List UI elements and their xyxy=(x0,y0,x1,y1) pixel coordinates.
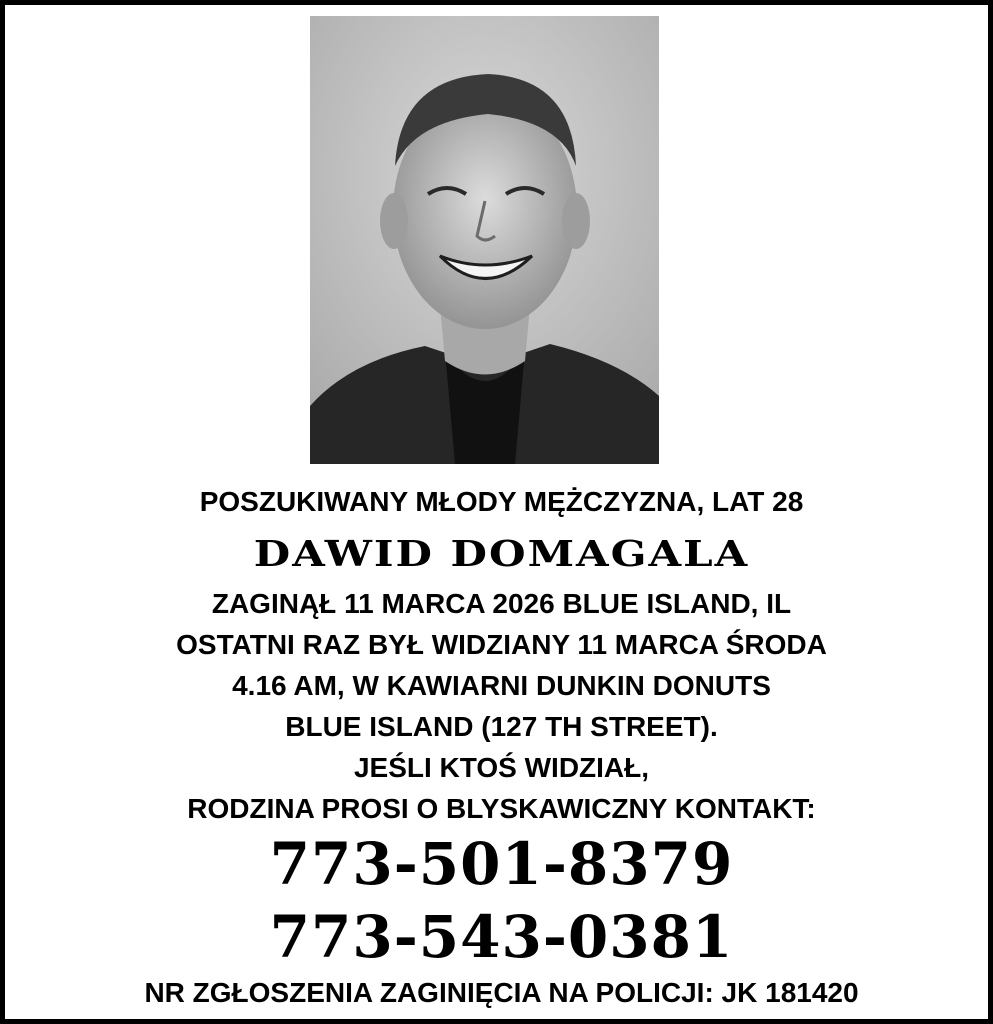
detail-line-contact-request: RODZINA PROSI O BLYSKAWICZNY KONTAKT: xyxy=(187,793,816,824)
police-report-number: NR ZGŁOSZENIA ZAGINIĘCIA NA POLICJI: JK 181420 xyxy=(144,977,859,1008)
detail-line-street: BLUE ISLAND (127 TH STREET). xyxy=(285,711,718,742)
phone-number-2: 773-543-0381 xyxy=(269,903,734,971)
detail-line-if-seen: JEŚLI KTOŚ WIDZIAŁ, xyxy=(353,752,650,783)
headline-text: POSZUKIWANY MŁODY MĘŻCZYZNA, LAT 28 xyxy=(199,486,804,517)
detail-line-last-seen: OSTATNI RAZ BYŁ WIDZIANY 11 MARCA ŚRODA xyxy=(176,629,827,660)
phone-number-1: 773-501-8379 xyxy=(269,830,734,898)
detail-line-location: 4.16 AM, W KAWIARNI DUNKIN DONUTS xyxy=(232,670,771,701)
person-name: DAWID DOMAGALA xyxy=(253,532,750,575)
detail-line-missing-date: ZAGINĄŁ 11 MARCA 2026 BLUE ISLAND, IL xyxy=(211,588,792,619)
portrait-photo xyxy=(310,16,659,464)
